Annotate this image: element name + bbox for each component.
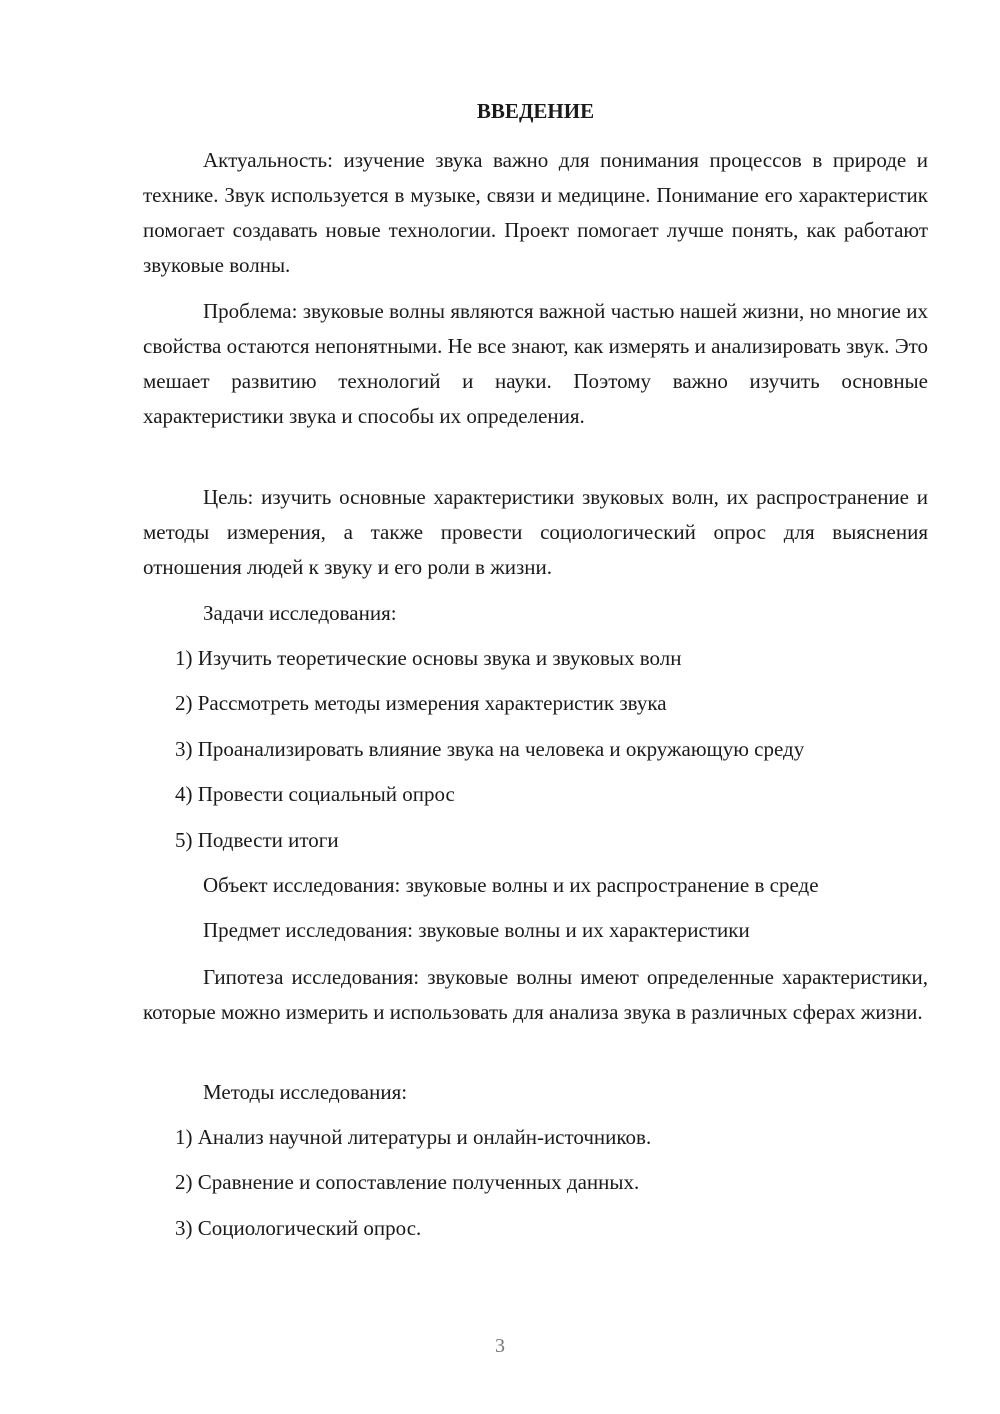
method-item-2: 2) Сравнение и сопоставление полученных данных.	[175, 1170, 640, 1194]
hypothesis-paragraph: Гипотеза исследования: звуковые волны имеют определенные характеристики, которые можно измерить и использовать для анализа звука в различных сферах жизни.	[143, 965, 928, 1024]
tasks-title: Задачи исследования:	[203, 601, 397, 625]
task-item-5: 5) Подвести итоги	[175, 828, 339, 852]
research-subject: Предмет исследования: звуковые волны и их характеристики	[203, 918, 750, 942]
goal-paragraph: Цель: изучить основные характеристики звуковых волн, их распространение и методы измерения, а также провести социологический опрос для выяснения отношения людей к звуку и его роли в жизни.	[143, 485, 928, 579]
research-object: Объект исследования: звуковые волны и их распространение в среде	[203, 873, 819, 897]
problem-paragraph: Проблема: звуковые волны являются важной частью нашей жизни, но многие их свойства остаются непонятными. Не все знают, как измерять и анализировать звук. Это мешает развитию технологий и науки. Поэтому важно изучить основные характеристики звука и способы их определения.	[143, 299, 928, 428]
task-item-4: 4) Провести социальный опрос	[175, 782, 455, 806]
task-item-3: 3) Проанализировать влияние звука на человека и окружающую среду	[175, 737, 805, 761]
page-number: 3	[495, 1335, 505, 1357]
method-item-1: 1) Анализ научной литературы и онлайн-источников.	[175, 1125, 652, 1149]
methods-title: Методы исследования:	[203, 1080, 408, 1104]
task-item-2: 2) Рассмотреть методы измерения характеристик звука	[175, 691, 667, 715]
relevance-paragraph: Актуальность: изучение звука важно для понимания процессов в природе и технике. Звук используется в музыке, связи и медицине. Понимание его характеристик помогает создавать новые технологии. Проект помогает лучше понять, как работают звуковые волны.	[143, 148, 928, 277]
task-item-1: 1) Изучить теоретические основы звука и звуковых волн	[175, 646, 682, 670]
method-item-3: 3) Социологический опрос.	[175, 1216, 422, 1240]
page-title: ВВЕДЕНИЕ	[476, 99, 595, 123]
